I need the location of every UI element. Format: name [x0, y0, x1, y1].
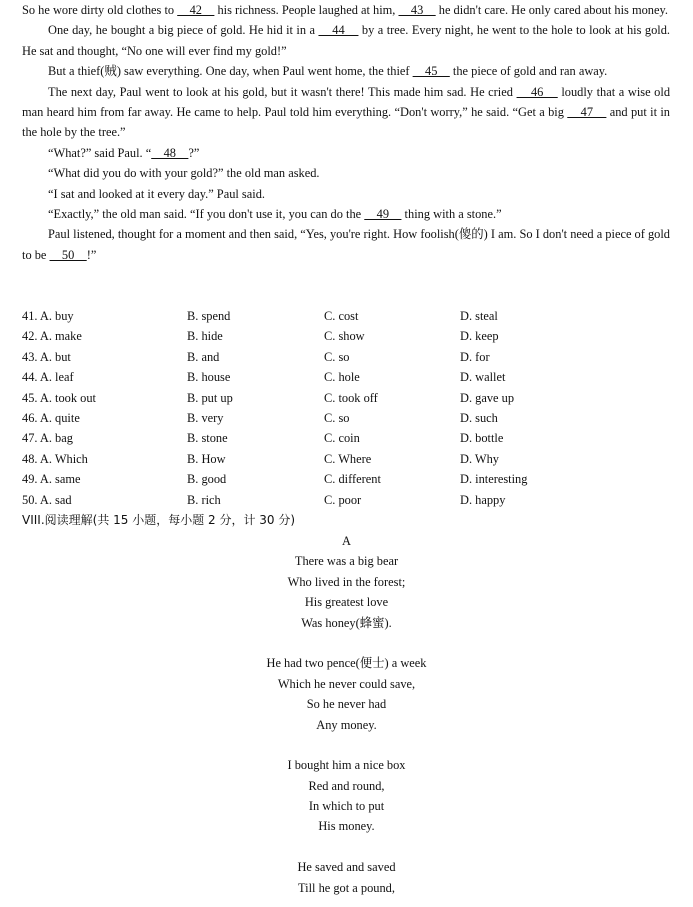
- blank-44: 44: [318, 23, 359, 38]
- question-row: [22, 428, 670, 448]
- option-choice: B. hide: [187, 329, 223, 344]
- passage-paragraph: [22, 143, 670, 163]
- blank-45: 45: [412, 64, 450, 79]
- passage-text: ?”: [188, 145, 200, 160]
- option-choice: 42. A. make: [22, 329, 82, 344]
- poem-line: Which he never could save,: [277, 676, 416, 691]
- poem-line: Till he got a pound,: [298, 880, 395, 895]
- question-row: [22, 449, 670, 469]
- option-choice: B. spend: [187, 309, 231, 323]
- passage-text: But a thief(贼) saw everything. One day, when Paul went home, the thief: [48, 64, 413, 79]
- passage-label: A: [342, 534, 351, 548]
- cloze-passage: [22, 0, 670, 265]
- passage-text: “Exactly,” the old man said. “If you don't use it, you can do the: [48, 207, 365, 222]
- option-choice: C. show: [324, 329, 365, 344]
- option-choice: C. so: [324, 349, 350, 364]
- stanza-gap: [0, 633, 693, 653]
- poem-line: He saved and saved: [297, 860, 396, 875]
- option-choice: D. steal: [460, 309, 498, 323]
- question-row: [22, 306, 670, 326]
- option-choice: B. good: [187, 472, 227, 487]
- option-choice: D. interesting: [460, 472, 528, 487]
- passage-paragraph: [22, 224, 670, 265]
- option-choice: 41. A. buy: [22, 309, 74, 323]
- option-choice: B. very: [187, 410, 224, 425]
- passage-text: The next day, Paul went to look at his gold, but it wasn't there! This made him sad. He cried: [48, 84, 517, 99]
- blank-50: 50: [49, 247, 87, 262]
- question-row: [22, 326, 670, 346]
- stanza-gap: [0, 735, 693, 755]
- poem-line: So he never had: [306, 697, 387, 712]
- option-choice: C. coin: [324, 431, 360, 446]
- passage-text: his richness. People laughed at him,: [214, 3, 399, 17]
- poem-line: Any money.: [316, 717, 377, 732]
- poem-line: There was a big bear: [294, 554, 399, 569]
- passage-text: “What?” said Paul. “: [48, 145, 152, 160]
- passage-text: the piece of gold and ran away.: [449, 64, 608, 79]
- poem-line: His greatest love: [304, 595, 389, 610]
- passage-text: !”: [86, 247, 97, 262]
- option-choice: C. different: [324, 472, 381, 487]
- question-row: [22, 367, 670, 387]
- option-choice: 44. A. leaf: [22, 370, 74, 385]
- blank-46: 46: [516, 84, 558, 99]
- blank-47: 47: [567, 105, 607, 120]
- option-choice: B. stone: [187, 431, 228, 446]
- poem-line: I bought him a nice box: [287, 758, 406, 773]
- reading-passage-a: [0, 531, 693, 898]
- option-choice: 47. A. bag: [22, 431, 73, 446]
- poem-line: In which to put: [308, 799, 385, 814]
- passage-text: Paul listened, thought for a moment and then said, “Yes, you're right. How foolish(傻的) I am. So I don't need a piece of gold to be: [22, 227, 670, 262]
- passage-paragraph: [22, 82, 670, 143]
- question-row: [22, 408, 670, 428]
- option-choice: D. happy: [460, 492, 506, 507]
- question-row: [22, 490, 670, 510]
- option-choice: D. such: [460, 410, 498, 425]
- poem-line: He had two pence(便士) a week: [266, 656, 427, 671]
- option-choice: D. wallet: [460, 370, 506, 385]
- question-row: [22, 388, 670, 408]
- passage-text: he didn't care. He only cared about his money.: [435, 3, 668, 17]
- option-choice: C. took off: [324, 390, 378, 405]
- option-choice: 43. A. but: [22, 349, 71, 364]
- passage-paragraph: [22, 0, 670, 20]
- passage-paragraph: [22, 163, 670, 183]
- option-choice: C. so: [324, 410, 350, 425]
- option-choice: B. and: [187, 349, 220, 364]
- option-choice: D. bottle: [460, 431, 504, 446]
- option-choice: C. hole: [324, 370, 360, 385]
- blank-49: 49: [364, 207, 402, 222]
- option-choice: 50. A. sad: [22, 492, 72, 507]
- option-choice: D. gave up: [460, 390, 515, 405]
- passage-paragraph: [22, 20, 670, 61]
- answer-options: [22, 306, 670, 510]
- passage-text: “I sat and looked at it every day.” Paul said.: [48, 186, 265, 201]
- passage-text: thing with a stone.”: [401, 207, 502, 222]
- poem-line: Red and round,: [308, 778, 385, 793]
- poem-line: Was honey(蜂蜜).: [301, 615, 392, 630]
- passage-text: One day, he bought a big piece of gold. He hid it in a: [48, 23, 319, 38]
- passage-text: So he wore dirty old clothes to: [22, 3, 178, 17]
- option-choice: C. cost: [324, 309, 359, 323]
- poem-line: Who lived in the forest;: [287, 574, 406, 589]
- poem-line: His money.: [318, 819, 375, 834]
- stanza-gap: [0, 837, 693, 857]
- passage-text: “What did you do with your gold?” the old man asked.: [48, 166, 320, 181]
- option-choice: 49. A. same: [22, 472, 81, 487]
- option-choice: 45. A. took out: [22, 390, 97, 405]
- question-row: [22, 347, 670, 367]
- passage-text: loudly that a wise old man heard him from far away. He came to help. Paul told him everything. “Don't worry,” he said. “Get a big: [22, 84, 671, 120]
- option-choice: B. rich: [187, 492, 221, 507]
- question-row: [22, 469, 670, 489]
- option-choice: 46. A. quite: [22, 410, 80, 425]
- blank-42: 42: [177, 3, 215, 17]
- option-choice: D. Why: [460, 451, 500, 466]
- passage-text: by a tree. Every night, he went to the hole to look at his gold. He sat and thought, “No one will ever find my gold!”: [22, 23, 671, 58]
- option-choice: 48. A. Which: [22, 451, 88, 466]
- passage-paragraph: [22, 184, 670, 204]
- option-choice: B. How: [187, 451, 226, 466]
- option-choice: B. house: [187, 370, 231, 385]
- passage-paragraph: [22, 204, 670, 224]
- option-choice: C. poor: [324, 492, 362, 507]
- blank-48: 48: [151, 145, 189, 160]
- option-choice: D. for: [460, 349, 490, 364]
- option-choice: B. put up: [187, 390, 233, 405]
- option-choice: D. keep: [460, 329, 499, 344]
- passage-paragraph: [22, 61, 670, 81]
- blank-43: 43: [398, 3, 436, 17]
- option-choice: C. Where: [324, 451, 372, 466]
- section-heading: VIII.阅读理解(共 15 小题，每小题 2 分，计 30 分): [22, 513, 296, 527]
- passage-text: and put it in the hole by the tree.”: [22, 105, 671, 140]
